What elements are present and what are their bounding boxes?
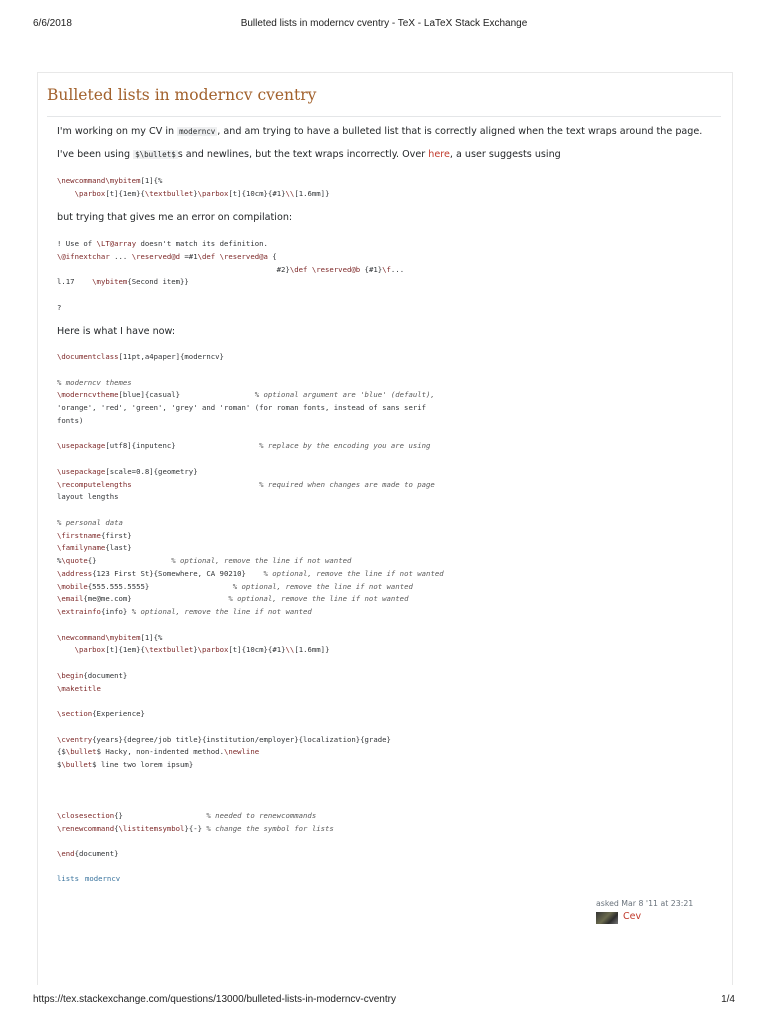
code-line: 'orange', 'red', 'green', 'grey' and 'roman' (for roman fonts, instead of sans serif (57, 403, 427, 412)
question-paragraph-4: Here is what I have now: (57, 326, 176, 337)
code-line: {$\bullet$ Hacky, non-indented method.\newline (57, 747, 260, 757)
code-line (57, 289, 404, 302)
print-date: 6/6/2018 (33, 18, 72, 29)
code-line: \mobile{555.555.5555} % optional, remove the line if not wanted (57, 581, 413, 591)
question-paragraph-3: but trying that gives me an error on compilation: (57, 212, 293, 223)
code-line (57, 772, 444, 785)
code-line: \maketitle (57, 683, 101, 693)
code-line: \parbox[t]{1em}{\textbullet}\parbox[t]{10cm}{#1}\\[1.6mm]} (74, 645, 330, 655)
code-block-error (57, 238, 404, 315)
code-line: \email{me@me.com} % optional, remove the line if not wanted (57, 594, 409, 604)
tag-lists[interactable]: lists (57, 874, 79, 883)
code-line: \extrainfo{info} % optional, remove the line if not wanted (57, 607, 312, 616)
code-line: \newcommand\mybitem[1]{% (57, 176, 163, 185)
code-line: \cventry{years}{degree/job title}{institution/employer}{localization}{grade} (57, 734, 391, 744)
code-line: \newcommand\mybitem[1]{% (57, 632, 163, 642)
code-line: ! Use of \LT@array doesn't match its definition. (57, 239, 268, 248)
code-line: % moderncv themes (57, 377, 132, 387)
code-line: #2}\def \reserved@b {#1}\f... (57, 264, 405, 274)
code-line (57, 428, 444, 441)
code-line (57, 504, 444, 517)
avatar[interactable] (596, 912, 618, 924)
code-line: layout lengths (57, 492, 119, 502)
p2-text-mid: s and newlines, but the text wraps incorrectly. Over (177, 149, 429, 160)
code-line: % personal data (57, 517, 123, 527)
inline-code-bullet: $\bullet$ (135, 150, 176, 159)
code-line: \familyname{last} (57, 543, 132, 553)
code-line: \documentclass[11pt,a4paper]{moderncv} (57, 352, 224, 361)
asked-timestamp: asked Mar 8 '11 at 23:21 (596, 899, 694, 908)
code-line (57, 453, 444, 466)
question-paragraph-2 (57, 149, 561, 160)
code-line (57, 785, 444, 798)
tag-moderncv[interactable]: moderncv (84, 874, 121, 883)
code-line (57, 836, 444, 849)
code-block-suggestion (57, 175, 329, 201)
code-line (57, 657, 444, 670)
code-line: \@ifnextchar ... \reserved@d =#1\def \reserved@a { (57, 251, 277, 261)
code-line: \moderncvtheme[blue]{casual} % optional argument are 'blue' (default), (57, 390, 435, 400)
print-page-title: Bulleted lists in moderncv cventry - TeX - LaTeX Stack Exchange (240, 18, 528, 29)
code-line (57, 721, 444, 734)
print-url: https://tex.stackexchange.com/questions/13000/bulleted-lists-in-moderncv-cventry (33, 994, 396, 1005)
p1-text-before: I'm working on my CV in (57, 126, 178, 137)
p2-text-after: , a user suggests using (449, 149, 561, 160)
code-line: \begin{document} (57, 670, 128, 680)
code-line: \firstname{first} (57, 530, 132, 540)
code-line (57, 797, 444, 810)
code-line: \renewcommand{\listitemsymbol}{-} % change the symbol for lists (57, 823, 334, 833)
code-line: \closesection{} % needed to renewcommands (57, 811, 317, 820)
code-line (57, 695, 444, 708)
code-line (57, 619, 444, 632)
code-line: \recomputelengths % required when changes are made to page (57, 479, 435, 489)
user-name-link[interactable]: Cev (623, 911, 642, 922)
code-line: \parbox[t]{1em}{\textbullet}\parbox[t]{10cm}{#1}\\[1.6mm]} (74, 188, 330, 198)
code-line: \section{Experience} (57, 709, 145, 718)
code-line: \end{document} (57, 849, 119, 859)
code-line: $\bullet$ line two lorem ipsum} (57, 760, 194, 769)
code-block-current (57, 351, 444, 861)
code-line: fonts) (57, 415, 84, 425)
code-line: ? (57, 302, 62, 312)
here-link[interactable]: here (428, 149, 450, 160)
question-title[interactable]: Bulleted lists in moderncv cventry (47, 86, 317, 104)
p1-text-after: , and am trying to have a bulleted list that is correctly aligned when the text wraps around the page. (217, 126, 703, 137)
code-line (57, 364, 444, 377)
tag-list (57, 874, 126, 883)
inline-code-moderncv: moderncv (179, 127, 216, 136)
title-divider (47, 116, 721, 117)
p2-text-before: I've been using (57, 149, 134, 160)
print-page-number: 1/4 (721, 994, 735, 1005)
code-line: %\quote{} % optional, remove the line if not wanted (57, 556, 352, 565)
code-line: \usepackage[scale=0.8]{geometry} (57, 466, 198, 476)
code-line: \usepackage[utf8]{inputenc} % replace by the encoding you are using (57, 441, 431, 451)
question-paragraph-1 (57, 126, 702, 137)
code-line: l.17 \mybitem{Second item}} (57, 277, 189, 287)
code-line: \address{123 First St}{Somewhere, CA 90210} % optional, remove the line if not wanted (57, 568, 444, 578)
